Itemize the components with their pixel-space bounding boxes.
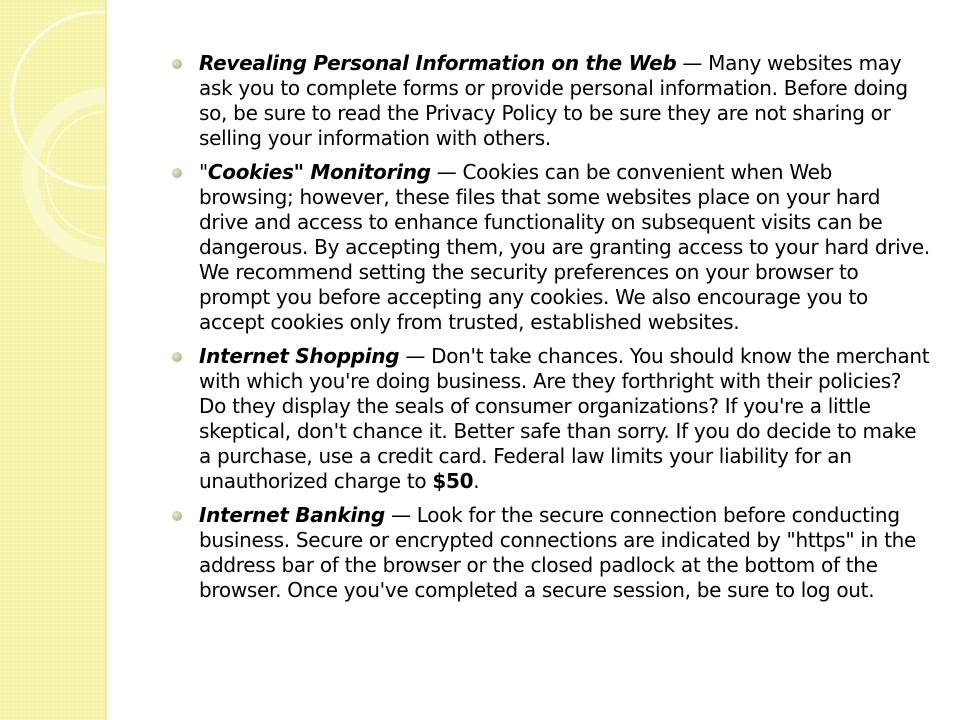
bullet-tail: . (473, 469, 480, 493)
bullet-item-internet-banking (170, 503, 930, 603)
slide-content (170, 51, 930, 612)
bullet-list (170, 51, 930, 603)
decorative-side-band (0, 0, 107, 720)
decorative-circles-graphic (0, 0, 105, 720)
bullet-prefix: " (199, 160, 208, 184)
bullet-body: — Many websites may ask you to complete forms or provide personal information. Before doing so, be sure to read the Privacy Policy to be sure they are not sharing or selling your information with others. (199, 51, 908, 150)
bullet-dot-icon (172, 59, 182, 69)
bullet-term: Internet Banking (199, 503, 385, 527)
bullet-item-internet-shopping (170, 344, 930, 494)
bullet-dot-icon (172, 511, 182, 521)
liability-amount: $50 (432, 469, 474, 493)
bullet-dot-icon (172, 352, 182, 362)
bullet-term: Revealing Personal Information on the Web (199, 51, 677, 75)
bullet-body: — Don't take chances. You should know the merchant with which you're doing business. Are they forthright with their policies? Do they display the seals of consumer organizations? If you're a little skeptical, don't chance it. Better safe than sorry. If you do decide to make a purchase, use a credit card. Federal law limits your liability for an unauthorized charge to (199, 344, 930, 493)
bullet-body: — Cookies can be convenient when Web browsing; however, these files that some websites place on your hard drive and access to enhance functionality on subsequent visits can be dangerous. By accepting them, you are granting access to your hard drive. We recommend setting the security preferences on your browser to prompt you before accepting any cookies. We also encourage you to accept cookies only from trusted, established websites. (199, 160, 930, 334)
bullet-body: — Look for the secure connection before conducting business. Secure or encrypted connections are indicated by "https" in the address bar of the browser or the closed padlock at the bottom of the browser. Once you've completed a secure session, be sure to log out. (199, 503, 916, 602)
bullet-item-personal-information (170, 51, 930, 151)
bullet-term: Internet Shopping (199, 344, 400, 368)
bullet-dot-icon (172, 168, 182, 178)
bullet-term: Cookies" Monitoring (207, 160, 431, 184)
bullet-item-cookies-monitoring (170, 160, 930, 335)
decorative-arc-thick (30, 95, 105, 255)
